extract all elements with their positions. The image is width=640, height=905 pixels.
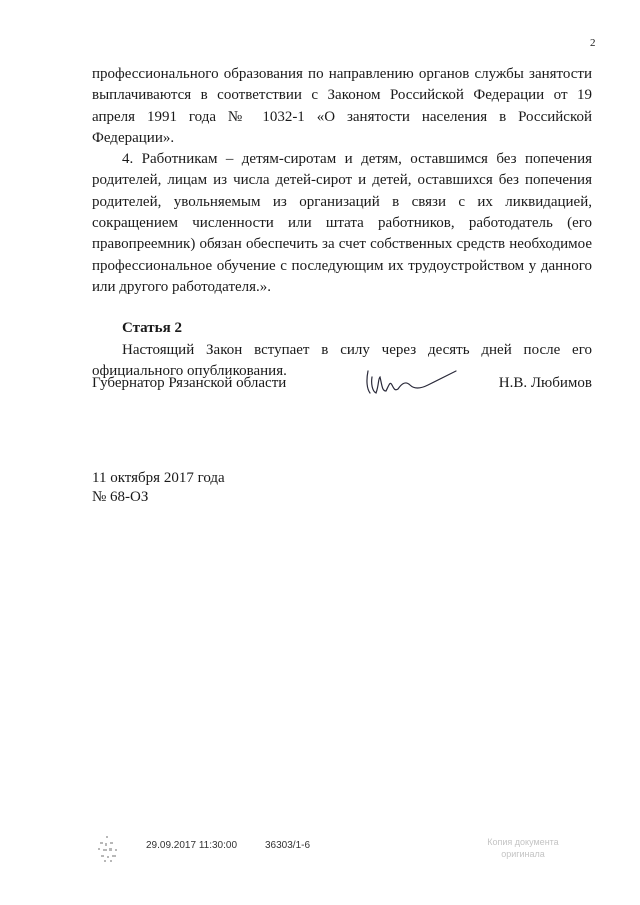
footer-doc-number: 36303/1-6 (265, 840, 311, 851)
handwritten-signature (362, 363, 462, 403)
signatory-position: Губернатор Рязанской области (92, 375, 287, 391)
paragraph-item-4: 4. Работникам – детям-сиротам и детям, оставшимся без попечения родителей, лицам из числа детей-сирот и детей, оставшихся без попечения родителей, увольняемым из организаций в связи с их ликвидацией, сокращением численности или штата работников, работодатель (его правопреемник) обязан обеспечить за счет собственных средств необходимое профессиональное обучение с последующим их трудоустройством у данного или другого работодателя.». (92, 151, 592, 295)
document-body (92, 64, 592, 382)
copy-watermark-line2: оригинала (501, 849, 545, 859)
footer-timestamp: 29.09.2017 11:30:00 (146, 840, 238, 851)
footer (0, 836, 640, 876)
copy-watermark (448, 836, 598, 860)
stamp-icon (94, 834, 122, 864)
signatory-name: Н.В. Любимов (498, 375, 592, 391)
copy-watermark-line1: Копия документа (487, 837, 559, 847)
page-number: 2 (590, 37, 596, 49)
paragraph-continuation: профессионального образования по направлению органов службы занятости выплачиваются в соответствии с Законом Российской Федерации от 19 апреля 1991 года № 1032-1 «О занятости населения в Российской Федерации». (92, 66, 592, 146)
signature-block (92, 371, 592, 411)
article-text: Настоящий Закон вступает в силу через десять дней после его официального опубликования. (92, 341, 592, 379)
signing-date: 11 октября 2017 года (92, 470, 225, 486)
law-number: № 68-ОЗ (92, 489, 149, 505)
spacer (92, 298, 592, 318)
date-block (92, 469, 225, 507)
article-title: Статья 2 (122, 320, 182, 337)
